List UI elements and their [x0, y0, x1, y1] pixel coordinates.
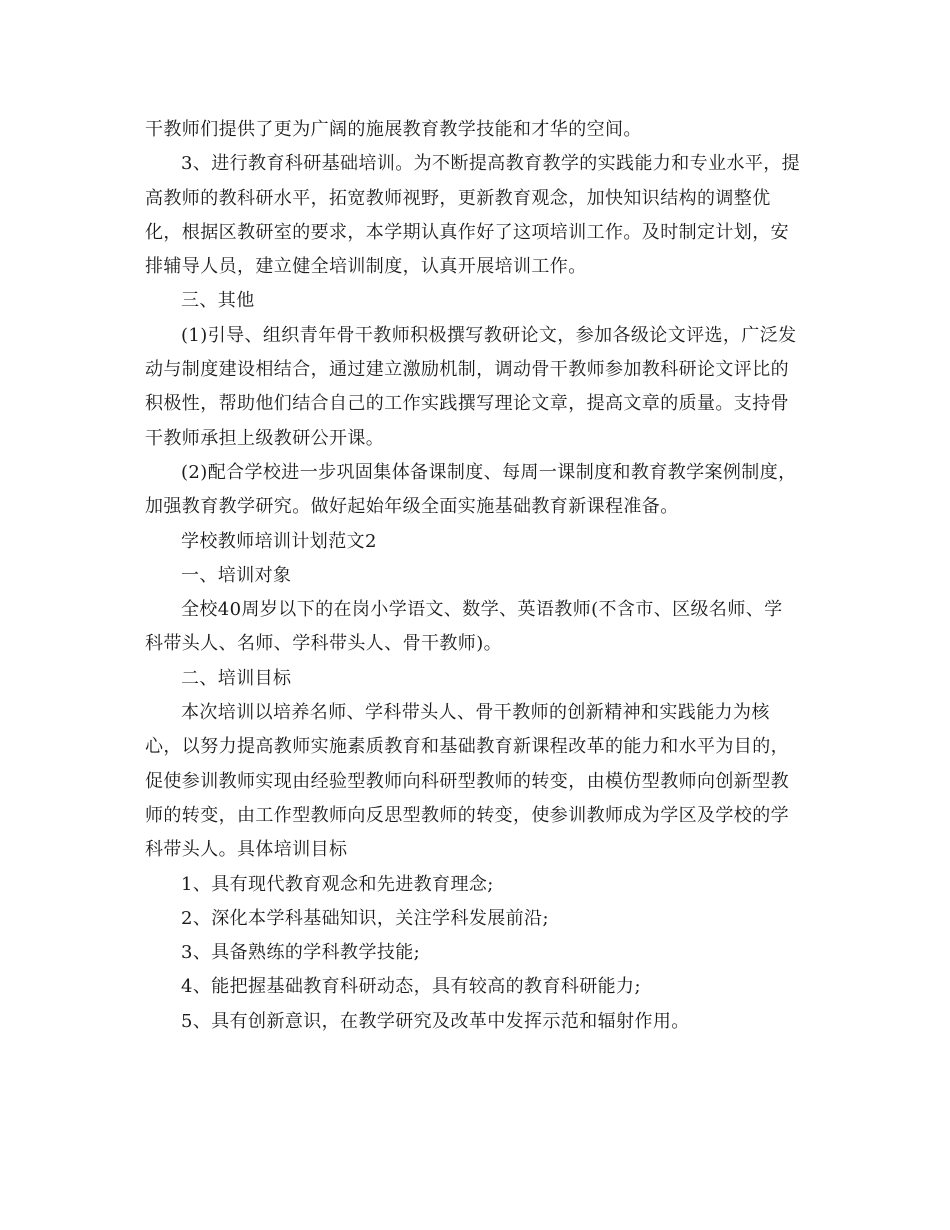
text-line: 一、培训对象: [181, 564, 292, 586]
text-line: 加强教育教学研究。做好起始年级全面实施基础教育新课程准备。: [145, 496, 679, 518]
text-line: 学校教师培训计划范文2: [181, 530, 377, 552]
text-line: 二、培训目标: [181, 667, 292, 689]
text-line: 3、进行教育科研基础培训。为不断提高教育教学的实践能力和专业水平，提: [181, 153, 801, 175]
text-line: (1)引导、组织青年骨干教师积极撰写教研论文，参加各级论文评选，广泛发: [181, 324, 797, 346]
text-line: 三、其他: [181, 290, 255, 312]
text-line: 动与制度建设相结合，通过建立激励机制，调动骨干教师参加教科研论文评比的: [145, 359, 789, 381]
text-line: 师的转变，由工作型教师向反思型教师的转变，使参训教师成为学区及学校的学: [145, 804, 789, 826]
text-line: 化，根据区教研室的要求，本学期认真作好了这项培训工作。及时制定计划，安: [145, 221, 789, 243]
text-line: 3、具备熟练的学科教学技能;: [181, 942, 421, 964]
text-line: (2)配合学校进一步巩固集体备课制度、每周一课制度和教育教学案例制度，: [181, 461, 797, 483]
text-line: 干教师承担上级教研公开课。: [145, 427, 385, 449]
text-line: 促使参训教师实现由经验型教师向科研型教师的转变，由模仿型教师向创新型教: [145, 770, 789, 792]
text-line: 积极性，帮助他们结合自己的工作实践撰写理论文章，提高文章的质量。支持骨: [145, 393, 789, 415]
text-line: 全校40周岁以下的在岗小学语文、数学、英语教师(不含市、区级名师、学: [181, 599, 783, 621]
text-line: 2、深化本学科基础知识，关注学科发展前沿;: [181, 907, 549, 929]
text-line: 排辅导人员，建立健全培训制度，认真开展培训工作。: [145, 256, 587, 278]
text-line: 心，以努力提高教师实施素质教育和基础教育新课程改革的能力和水平为目的，: [145, 736, 789, 758]
text-line: 5、具有创新意识，在教学研究及改革中发挥示范和辐射作用。: [181, 1010, 690, 1032]
text-line: 干教师们提供了更为广阔的施展教育教学技能和才华的空间。: [145, 119, 642, 140]
text-line: 1、具有现代教育观念和先进教育理念;: [181, 873, 494, 895]
text-line: 高教师的教科研水平，拓宽教师视野，更新教育观念，加快知识结构的调整优: [145, 187, 771, 209]
text-line: 科带头人、名师、学科带头人、骨干教师)。: [145, 633, 503, 655]
text-line: 4、能把握基础教育科研动态，具有较高的教育科研能力;: [181, 976, 641, 998]
text-line: 科带头人。具体培训目标: [145, 839, 348, 861]
document-body: [145, 113, 810, 1039]
text-line: 本次培训以培养名师、学科带头人、骨干教师的创新精神和实践能力为核: [181, 702, 770, 724]
